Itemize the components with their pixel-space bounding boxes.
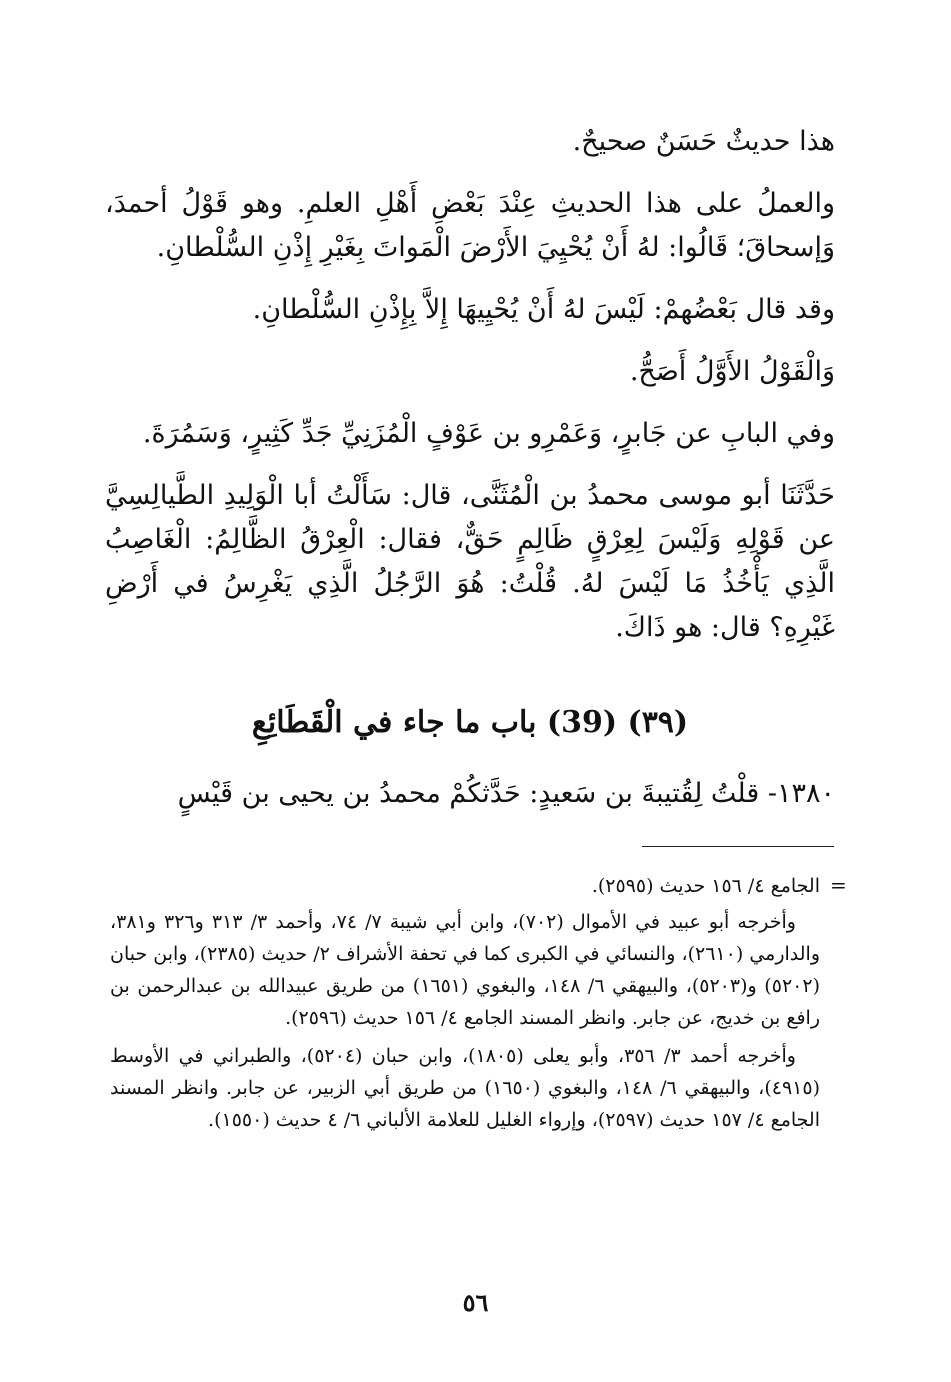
chapter-heading: (٣٩) (39) باب ما جاء في الْقَطَائِعِ — [251, 705, 689, 740]
paragraph-preferred-opinion: وَالْقَوْلُ الأَوَّلُ أَصَحُّ. — [629, 356, 835, 387]
footnote-2: وأخرجه أبو عبيد في الأموال (٧٠٢)، وابن أبي شيبة ٧/ ٧٤، وأحمد ٣/ ٣١٣ و٣٢٦ و٣٨١، والدارمي (٢٦١٠)، والنسائي في الكبرى كما في تحفة الأشراف ٢/ حديث (٢٣٨٥)، وابن حبان (٥٢٠٢) و(٥٢٠٣)، والبيهقي ٦/ ١٤٨، والبغوي (١٦٥١) من طريق عبيدالله بن عبدالرحمن بن رافع بن خديج، عن جابر. وانظر المسند الجامع ٤/ ١٥٦ حديث (٢٥٩٦). — [110, 911, 821, 1029]
footnote-continuation-marker: = — [830, 873, 847, 897]
paragraph-related-narrations: وفي البابِ عن جَابرٍ، وَعَمْرِو بن عَوْفٍ الْمُزَنِيِّ جَدِّ كَثِيرٍ، وَسَمُرَةَ. — [142, 418, 835, 449]
footnote-separator — [642, 846, 834, 847]
hadith-start-line: ١٣٨٠- قلْتُ لِقُتيبةَ بن سَعيدٍ: حَدَّثكُمْ محمدُ بن يحيى بن قَيْسٍ — [177, 778, 835, 809]
hadith-start-block — [105, 772, 835, 816]
page-number: ٥٦ — [462, 1288, 489, 1317]
footnote-1: الجامع ٤/ ١٥٦ حديث (٢٥٩٥). — [591, 875, 820, 897]
footnote-3: وأخرجه أحمد ٣/ ٣٥٦، وأبو يعلى (١٨٠٥)، وابن حبان (٥٢٠٤)، والطبراني في الأوسط (٤٩١٥)، والبيهقي ٦/ ١٤٨، والبغوي (١٦٥٠) من طريق أبي الزبير، عن جابر. وانظر المسند الجامع ٤/ ١٥٧ حديث (٢٥٩٧)، وإرواء الغليل للعلامة الألباني ٦/ ٤ حديث (١٥٥٠). — [110, 1045, 820, 1131]
footnotes — [110, 870, 820, 1136]
paragraph-scholars-opinion: والعملُ على هذا الحديثِ عِنْدَ بَعْضِ أَهْلِ العلمِ. وهو قَوْلُ أحمدَ، وَإسحاقَ؛ قَالُوا: لهُ أَنْ يُحْيِيَ الأَرْضَ الْمَواتَ بِغَيْرِ إِذْنِ السُّلْطانِ. — [105, 188, 835, 263]
paragraph-other-opinion: وقد قال بَعْضُهمْ: لَيْسَ لهُ أَنْ يُحْيِيهَا إِلاَّ بِإِذْنِ السُّلْطانِ. — [252, 294, 835, 325]
main-text — [105, 120, 835, 650]
paragraph-explanation: حَدَّثَنَا أبو موسى محمدُ بن الْمُثَنَّى، قال: سَأَلْتُ أبا الْوَلِيدِ الطَّيالِسِيَّ عن قَوْلِهِ وَلَيْسَ لِعِرْقٍ ظَالِمٍ حَقٌّ، فقال: الْعِرْقُ الظَّالِمُ: الْغَاصِبُ الَّذِي يَأْخُذُ مَا لَيْسَ لهُ. قُلْتُ: هُوَ الرَّجُلُ الَّذِي يَغْرِسُ في أَرْضِ غَيْرِهِ؟ قال: هو ذَاكَ. — [105, 480, 835, 643]
paragraph-hadith-grade: هذا حديثٌ حَسَنٌ صحيحٌ. — [572, 126, 835, 157]
